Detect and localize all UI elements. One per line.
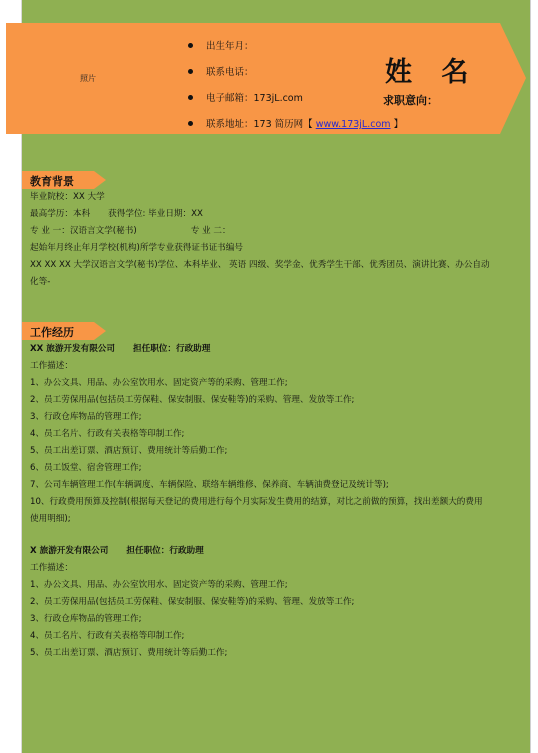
job-item: 3、行政仓库物品的管理工作;: [30, 412, 142, 422]
job-item: 5、员工出差订票、酒店预订、费用统计等后勤工作;: [30, 446, 228, 456]
job-item: 1、办公文具、用品、办公室饮用水、固定资产等的采购、管理工作;: [30, 580, 288, 590]
job-item: 6、员工饭堂、宿舍管理工作;: [30, 463, 142, 473]
job-item: 5、员工出差订票、酒店预订、费用统计等后勤工作;: [30, 648, 228, 658]
job-item: 2、员工劳保用品(包括员工劳保鞋、保安制服、保安鞋等)的采购、管理、发放等工作;: [30, 597, 355, 607]
contact-birth: 出生年月：: [188, 40, 403, 66]
section-title: 工作经历: [30, 326, 74, 339]
bullet-icon: [188, 43, 193, 48]
job-item: 7、公司车辆管理工作(车辆调度、车辆保险、联络车辆维修、保养商、车辆油费登记及统计等);: [30, 480, 389, 490]
job-item: 1、办公文具、用品、办公室饮用水、固定资产等的采购、管理工作;: [30, 378, 288, 388]
job-item: 10、行政费用预算及控制(根据每天登记的费用进行每个月实际发生费用的结算，对比之前做的预算，找出差额大的费用使用明细);: [30, 497, 483, 524]
job-intent-label: 求职意向：: [383, 94, 438, 107]
job-header: X 旅游开发有限公司 担任职位：行政助理: [30, 546, 204, 556]
bullet-icon: [188, 69, 193, 74]
contact-list: [188, 40, 403, 144]
education-school: 毕业院校：XX 大学: [30, 192, 105, 202]
job-header: XX 旅游开发有限公司 担任职位：行政助理: [30, 344, 211, 354]
right-margin-strip: [530, 0, 538, 753]
photo-placeholder-label: 照片: [80, 74, 96, 83]
section-tab-work: [22, 322, 106, 340]
education-period: 起始年月终止年月学校(机构)所学专业获得证书证书编号: [30, 243, 243, 253]
education-content: [30, 189, 490, 291]
job-item: 4、员工名片、行政有关表格等印制工作;: [30, 631, 185, 641]
bullet-icon: [188, 121, 193, 126]
contact-address: 联系地址：173 简历网【 www.173jL.com 】: [188, 118, 403, 144]
resume-name: 姓 名: [385, 57, 479, 88]
contact-email: 电子邮箱：173jL.com: [188, 92, 403, 118]
job-item: 3、行政仓库物品的管理工作;: [30, 614, 142, 624]
job-item: 4、员工名片、行政有关表格等印制工作;: [30, 429, 185, 439]
section-tab-education: [22, 171, 106, 189]
education-major-row: 专 业 一：汉语言文学(秘书) 专 业 二：: [30, 226, 231, 236]
education-details: XX XX XX 大学汉语言文学(秘书)学位、本科毕业、 英语 四级、奖学金、优秀学生干部、优秀团员、演讲比赛、办公自动化等-: [30, 260, 490, 287]
work-job-1: [30, 341, 490, 528]
education-degree-row: 最高学历：本科 获得学位: 毕业日期：XX: [30, 209, 203, 219]
job-desc-label: 工作描述：: [30, 361, 73, 371]
website-link[interactable]: www.173jL.com: [315, 119, 391, 130]
job-item: 2、员工劳保用品(包括员工劳保鞋、保安制服、保安鞋等)的采购、管理、发放等工作;: [30, 395, 355, 405]
job-desc-label: 工作描述：: [30, 563, 73, 573]
contact-phone: 联系电话：: [188, 66, 403, 92]
section-title: 教育背景: [30, 175, 74, 188]
bullet-icon: [188, 95, 193, 100]
work-job-2: [30, 543, 490, 662]
